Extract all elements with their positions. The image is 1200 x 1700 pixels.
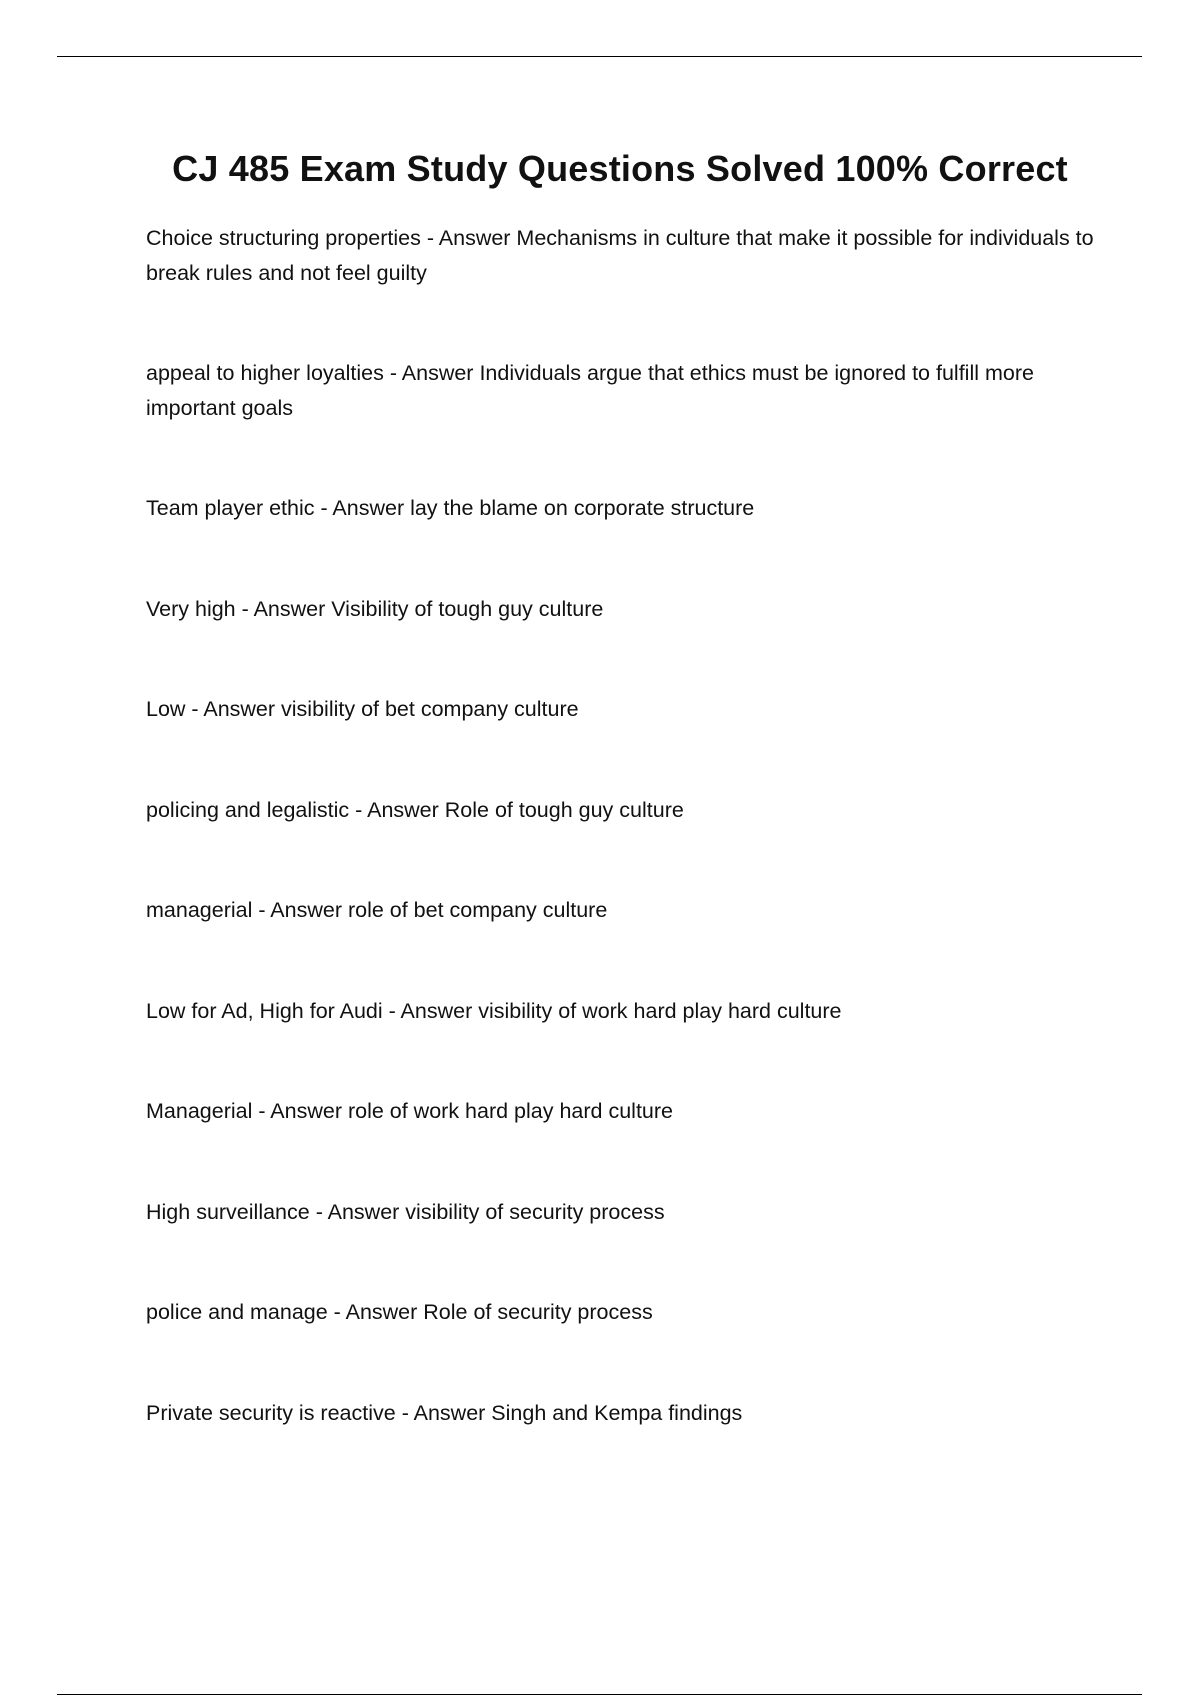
- qa-item: Very high - Answer Visibility of tough guy culture: [146, 596, 604, 621]
- qa-item: High surveillance - Answer visibility of security process: [146, 1199, 665, 1224]
- qa-item: Choice structuring properties - Answer Mechanisms in culture that make it possible for individuals to break rules and not feel guilty: [146, 226, 1094, 285]
- qa-list: [146, 221, 1096, 1430]
- qa-item: Low for Ad, High for Audi - Answer visibility of work hard play hard culture: [146, 998, 842, 1023]
- qa-item: appeal to higher loyalties - Answer Individuals argue that ethics must be ignored to fulfill more important goals: [146, 361, 1034, 420]
- qa-item: Low - Answer visibility of bet company culture: [146, 697, 579, 721]
- qa-item: managerial - Answer role of bet company culture: [146, 898, 608, 922]
- bottom-rule: [57, 1694, 1142, 1695]
- qa-item: Managerial - Answer role of work hard play hard culture: [146, 1099, 674, 1123]
- top-rule: [57, 56, 1142, 57]
- qa-item: policing and legalistic - Answer Role of tough guy culture: [146, 797, 684, 822]
- qa-item: police and manage - Answer Role of security process: [146, 1300, 653, 1324]
- document-title: CJ 485 Exam Study Questions Solved 100% Correct: [172, 148, 1068, 189]
- qa-item: Team player ethic - Answer lay the blame on corporate structure: [146, 496, 755, 520]
- qa-item: Private security is reactive - Answer Singh and Kempa findings: [146, 1400, 743, 1425]
